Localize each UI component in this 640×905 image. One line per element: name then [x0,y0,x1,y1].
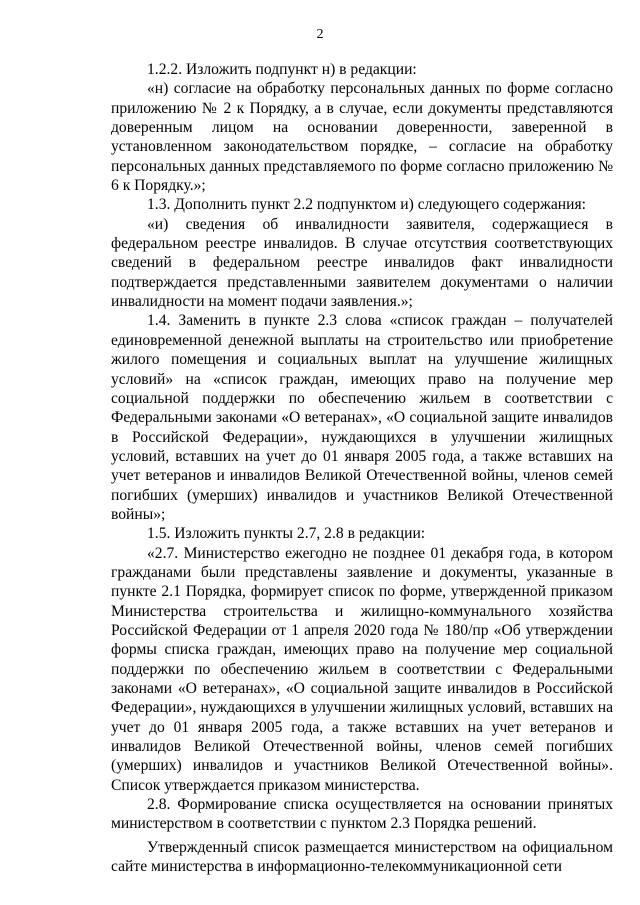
paragraph-1-3: 1.3. Дополнить пункт 2.2 подпунктом и) следующего содержания: [147,196,586,214]
paragraph-1-2-2: 1.2.2. Изложить подпункт н) в редакции: [147,61,417,78]
page-number: 2 [316,27,324,42]
paragraph-subitem-n: «н) согласие на обработку персональных данных по форме согласно приложению № 2 к Порядку, а в случае, если документы представляются доверенным лицом на основании доверенности, заверенной в установленном законодательством порядке, – согласие на обработку персональных данных представляемого по форме согласно приложению № 6 к Порядку.»; [111,80,613,195]
paragraph-2-8: 2.8. Формирование списка осуществляется на основании принятых министерством в соответствии с пунктом 2.3 Порядка решений. [111,796,613,833]
paragraph-1-5: 1.5. Изложить пункты 2.7, 2.8 в редакции: [147,525,426,543]
document-body [111,60,613,876]
paragraph-2-7: «2.7. Министерство ежегодно не позднее 01 декабря года, в котором гражданами были представлены заявление и документы, указанные в пункте 2.1 Порядка, формирует список по форме, утвержденной приказом Министерства строительства и жилищно-коммунального хозяйства Российской Федерации от 1 апреля 2020 года № 180/пр «Об утверждении формы списка граждан, имеющих право на получение мер социальной поддержки по обеспечению жильем в соответствии с Федеральными законами «О ветеранах», «О социальной защите инвалидов в Российской Федерации», нуждающихся в улучшении жилищных условий, вставших на учет до 01 января 2005 года, а также вставших на учет ветеранов и инвалидов Великой Отечественной войны, членов семей погибших (умерших) инвалидов и участников Великой Отечественной войны». Список утверждается приказом министерства. [111,544,613,794]
paragraph-1-4: 1.4. Заменить в пункте 2.3 слова «список граждан – получателей единовременной денежной выплаты на строительство или приобретение жилого помещения и социальных выплат на улучшение жилищных условий» на «список граждан, имеющих право на получение мер социальной поддержки по обеспечению жильем в соответствии с Федеральными законами «О ветеранах», «О социальной защите инвалидов в Российской Федерации», нуждающихся в улучшении жилищных условий, вставших на учет до 01 января 2005 года, а также вставших на учет ветеранов и инвалидов Великой Отечественной войны, членов семей погибших (умерших) инвалидов и участников Великой Отечественной войны»; [111,312,613,523]
paragraph-subitem-i: «и) сведения об инвалидности заявителя, содержащиеся в федеральном реестре инвалидов. В случае отсутствия соответствующих сведений в федеральном реестре инвалидов факт инвалидности подтверждается представленными заявителем документами о наличии инвалидности на момент подачи заявления.»; [111,215,613,311]
paragraph-approved-list: Утвержденный список размещается министерством на официальном сайте министерства в информационно-телекоммуникационной сети [111,838,613,876]
